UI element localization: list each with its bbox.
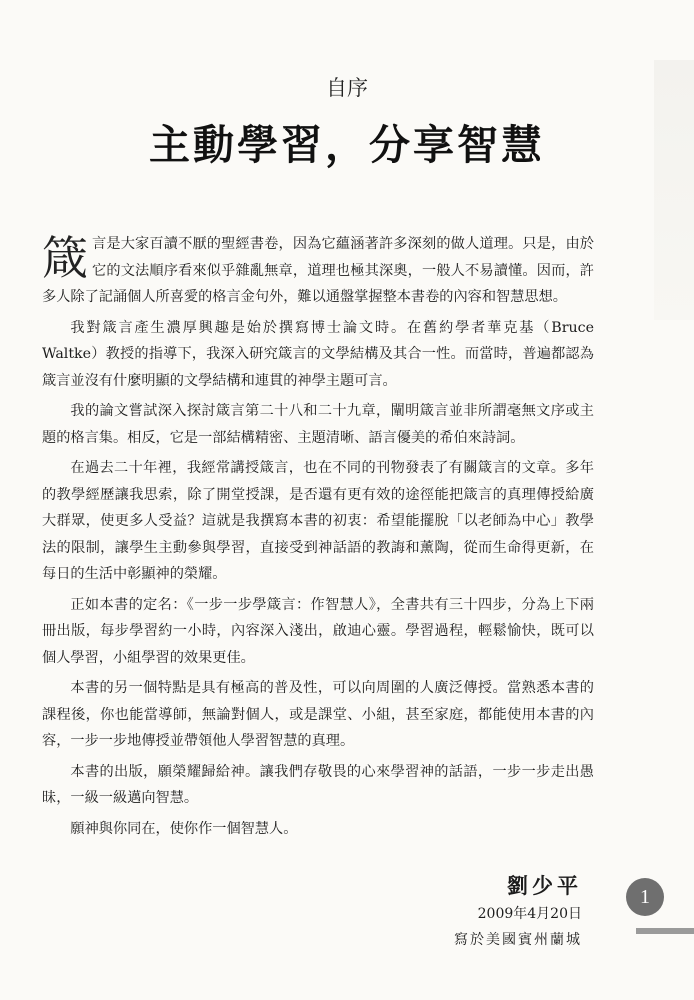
paragraph-7: 本書的出版，願榮耀歸給神。讓我們存敬畏的心來學習神的話語，一步一步走出愚昧，一級一級邁向智慧。 (42, 763, 594, 806)
paragraph-3: 我的論文嘗試深入探討箴言第二十八和二十九章，闡明箴言並非所謂毫無文序或主題的格言集。相反，它是一部結構精密、主題清晰、語言優美的希伯來詩詞。 (42, 403, 594, 446)
signature-date: 2009年4月20日 (477, 906, 582, 922)
preface-body (42, 231, 594, 846)
page-title: 主動學習，分享智慧 (149, 121, 545, 169)
paragraph-1-text: 言是大家百讀不厭的聖經書卷，因為它蘊涵著許多深刻的做人道理。只是，由於它的文法順序看來似乎雜亂無章，道理也極其深奧，一般人不易讀懂。因而，許多人除了記誦個人所喜愛的格言金句外，難以通盤掌握整本書卷的內容和智慧思想。 (42, 236, 594, 305)
paragraph-5: 正如本書的定名：《一步一步學箴言：作智慧人》，全書共有三十四步，分為上下兩冊出版，每步學習約一小時，內容深入淺出，啟迪心靈。學習過程，輕鬆愉快，既可以個人學習，小組學習的效果更佳。 (42, 596, 594, 666)
paragraph-8: 願神與你同在，使你作一個智慧人。 (70, 820, 298, 837)
page-edge-bar (636, 928, 694, 934)
page-number-tab: 1 (626, 878, 664, 916)
paragraph-1 (42, 231, 594, 311)
author-signature: 劉少平 (507, 873, 582, 898)
paragraph-4: 在過去二十年裡，我經常講授箴言，也在不同的刊物發表了有關箴言的文章。多年的教學經歷讓我思索，除了開堂授課，是否還有更有效的途徑能把箴言的真理傳授給廣大群眾，使更多人受益？這就是我撰寫本書的初衷：希望能擺脫「以老師為中心」教學法的限制，讓學生主動參與學習，直接受到神話語的教誨和薰陶，從而生命得更新，在每日的生活中彰顯神的榮耀。 (42, 460, 594, 582)
drop-cap: 箴 (42, 231, 88, 285)
paragraph-2: 我對箴言產生濃厚興趣是始於撰寫博士論文時。在舊約學者華克基（Bruce Waltke）教授的指導下，我深入研究箴言的文學結構及其合一性。而當時，普遍都認為箴言並沒有什麼明顯的文學結構和連貫的神學主題可言。 (42, 319, 594, 389)
signature-place: 寫於美國賓州蘭城 (454, 932, 582, 948)
preface-label: 自序 (326, 76, 368, 100)
paragraph-6: 本書的另一個特點是具有極高的普及性，可以向周圍的人廣泛傳授。當熟悉本書的課程後，你也能當導師，無論對個人，或是課堂、小組，甚至家庭，都能使用本書的內容，一步一步地傳授並帶領他人學習智慧的真理。 (42, 680, 594, 749)
